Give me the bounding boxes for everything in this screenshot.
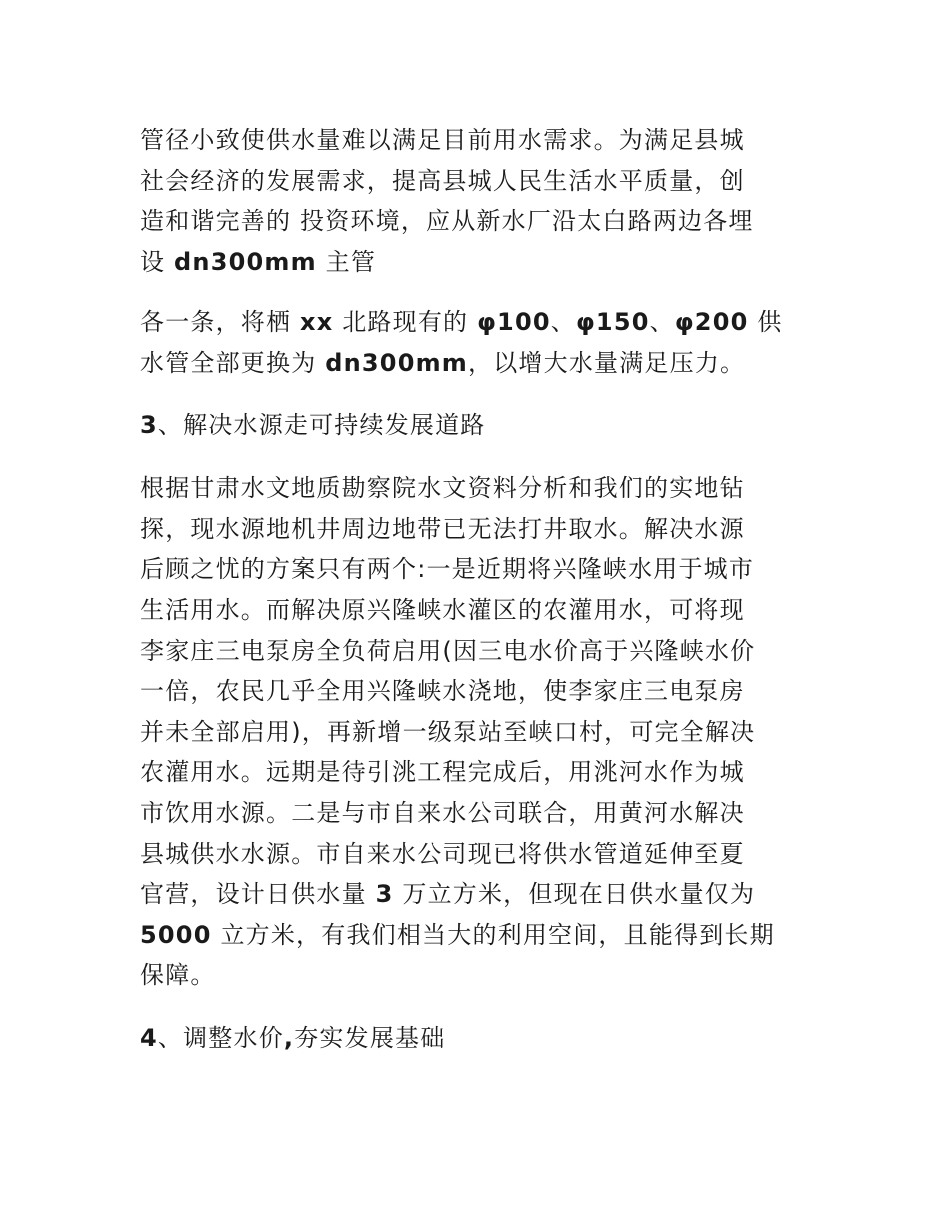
heading-line: 4、调整水价,夯实发展基础 xyxy=(140,1023,446,1052)
text-line: 并未全部启用)，再新增一级泵站至峡口村，可完全解决 xyxy=(140,717,756,746)
paragraph-main-pipe xyxy=(140,120,820,282)
text-line: 市饮用水源。二是与市自来水公司联合，用黄河水解决 xyxy=(140,798,745,827)
text-line: 根据甘肃水文地质勘察院水文资料分析和我们的实地钻 xyxy=(140,474,745,503)
text-line: 造和谐完善的 投资环境，应从新水厂沿太白路两边各埋 xyxy=(140,207,754,236)
document-page xyxy=(140,120,820,1058)
text-line: 设 dn300mm 主管 xyxy=(140,247,377,276)
text-line: 各一条，将栖 xx 北路现有的 φ100、φ150、φ200 供 xyxy=(140,308,783,337)
text-line: 官营，设计日供水量 3 万立方米，但现在日供水量仅为 xyxy=(140,880,756,909)
text-line: 李家庄三电泵房全负荷启用(因三电水价高于兴隆峡水价 xyxy=(140,636,756,665)
text-line: 社会经济的发展需求，提高县城人民生活水平质量，创 xyxy=(140,166,745,195)
paragraph-water-source xyxy=(140,468,820,996)
text-line: 县城供水水源。市自来水公司现已将供水管道延伸至夏 xyxy=(140,839,745,868)
heading-line: 3、解决水源走可持续发展道路 xyxy=(140,410,486,439)
section-heading-3 xyxy=(140,405,820,446)
text-line: 保障。 xyxy=(140,961,216,990)
text-line: 水管全部更换为 dn300mm，以增大水量满足压力。 xyxy=(140,348,746,377)
text-line: 管径小致使供水量难以满足目前用水需求。为满足县城 xyxy=(140,126,745,154)
text-line: 一倍，农民几乎全用兴隆峡水浇地，使李家庄三电泵房 xyxy=(140,677,745,706)
text-line: 生活用水。而解决原兴隆峡水灌区的农灌用水，可将现 xyxy=(140,595,745,624)
text-line: 5000 立方米，有我们相当大的利用空间，且能得到长期 xyxy=(140,920,775,949)
paragraph-pipe-replacement xyxy=(140,302,820,383)
section-heading-4 xyxy=(140,1018,820,1059)
text-line: 农灌用水。远期是待引洮工程完成后，用洮河水作为城 xyxy=(140,758,745,787)
text-line: 后顾之忧的方案只有两个:一是近期将兴隆峡水用于城市 xyxy=(140,555,755,584)
text-line: 探，现水源地机井周边地带已无法打井取水。解决水源 xyxy=(140,514,745,543)
